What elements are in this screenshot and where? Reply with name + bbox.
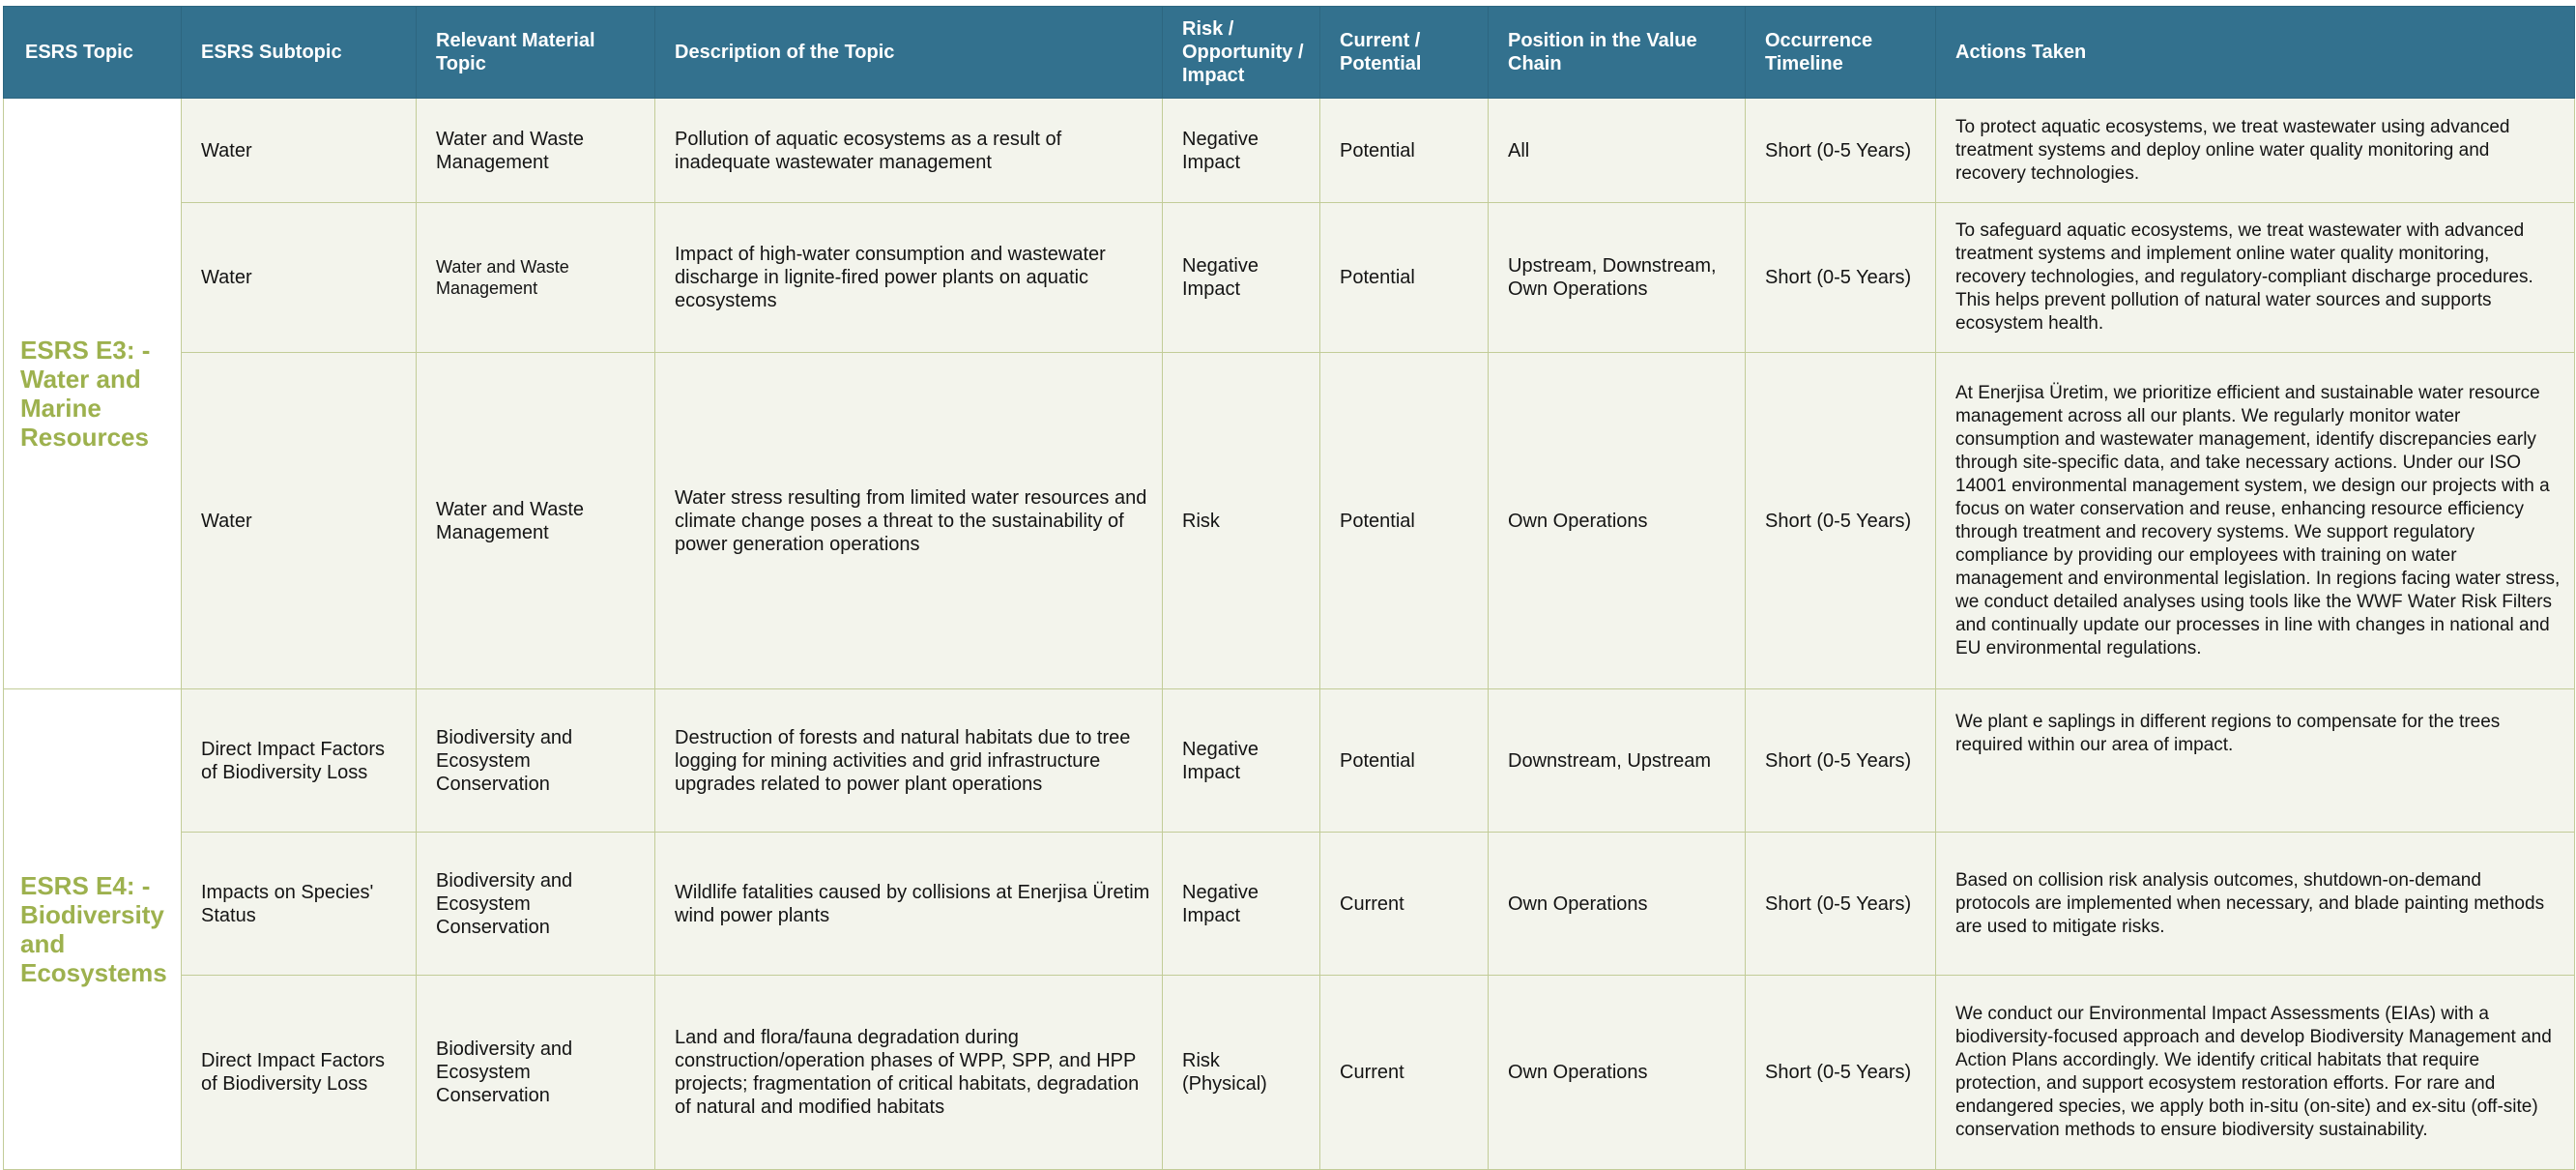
header-material-topic: Relevant Material Topic bbox=[417, 7, 655, 99]
current-potential-cell: Potential bbox=[1320, 203, 1489, 353]
header-value-chain: Position in the Value Chain bbox=[1489, 7, 1746, 99]
header-description: Description of the Topic bbox=[655, 7, 1163, 99]
description-cell: Destruction of forests and natural habitats due to tree logging for mining activities and grid infrastructure upgrades related to power plant operations bbox=[655, 689, 1163, 833]
actions-cell: We plant e saplings in different regions to compensate for the trees required within our area of impact. bbox=[1936, 689, 2575, 833]
rio-cell: Negative Impact bbox=[1163, 203, 1320, 353]
material-topic-cell: Biodiversity and Ecosystem Conservation bbox=[417, 833, 655, 976]
description-cell: Impact of high-water consumption and wastewater discharge in lignite-fired power plants on aquatic ecosystems bbox=[655, 203, 1163, 353]
subtopic-cell: Direct Impact Factors of Biodiversity Loss bbox=[182, 689, 417, 833]
description-cell: Land and flora/fauna degradation during construction/operation phases of WPP, SPP, and HPP projects; fragmentation of critical habitats, degradation of natural and modified habitats bbox=[655, 976, 1163, 1170]
current-potential-cell: Current bbox=[1320, 833, 1489, 976]
current-potential-cell: Potential bbox=[1320, 99, 1489, 203]
actions-cell: To protect aquatic ecosystems, we treat wastewater using advanced treatment systems and deploy online water quality monitoring and recovery technologies. bbox=[1936, 99, 2575, 203]
material-topic-cell: Water and Waste Management bbox=[417, 99, 655, 203]
header-esrs-subtopic: ESRS Subtopic bbox=[182, 7, 417, 99]
table-row bbox=[4, 689, 2575, 833]
esrs-topic-cell: ESRS E4: - Biodiversity and Ecosystems bbox=[4, 689, 182, 1170]
header-row bbox=[4, 7, 2575, 99]
actions-cell: To safeguard aquatic ecosystems, we treat wastewater with advanced treatment systems and implement online water quality monitoring, recovery technologies, and regulatory-compliant discharge procedures. This helps prevent pollution of natural water sources and supports ecosystem health. bbox=[1936, 203, 2575, 353]
value-chain-cell: Downstream, Upstream bbox=[1489, 689, 1746, 833]
rio-cell: Negative Impact bbox=[1163, 833, 1320, 976]
header-esrs-topic: ESRS Topic bbox=[4, 7, 182, 99]
rio-cell: Risk (Physical) bbox=[1163, 976, 1320, 1170]
value-chain-cell: Own Operations bbox=[1489, 833, 1746, 976]
current-potential-cell: Potential bbox=[1320, 689, 1489, 833]
header-current-potential: Current / Potential bbox=[1320, 7, 1489, 99]
actions-cell: Based on collision risk analysis outcomes, shutdown-on-demand protocols are implemented when necessary, and blade painting methods are used to mitigate risks. bbox=[1936, 833, 2575, 976]
timeline-cell: Short (0-5 Years) bbox=[1746, 833, 1936, 976]
current-potential-cell: Current bbox=[1320, 976, 1489, 1170]
table-row bbox=[4, 203, 2575, 353]
value-chain-cell: Own Operations bbox=[1489, 976, 1746, 1170]
subtopic-cell: Impacts on Species' Status bbox=[182, 833, 417, 976]
timeline-cell: Short (0-5 Years) bbox=[1746, 203, 1936, 353]
subtopic-cell: Water bbox=[182, 353, 417, 689]
rio-cell: Risk bbox=[1163, 353, 1320, 689]
header-risk-opportunity-impact: Risk / Opportunity / Impact bbox=[1163, 7, 1320, 99]
description-cell: Pollution of aquatic ecosystems as a result of inadequate wastewater management bbox=[655, 99, 1163, 203]
table-row bbox=[4, 976, 2575, 1170]
header-actions: Actions Taken bbox=[1936, 7, 2575, 99]
material-topic-cell: Water and Waste Management bbox=[417, 353, 655, 689]
subtopic-cell: Water bbox=[182, 203, 417, 353]
table-row bbox=[4, 833, 2575, 976]
timeline-cell: Short (0-5 Years) bbox=[1746, 99, 1936, 203]
timeline-cell: Short (0-5 Years) bbox=[1746, 976, 1936, 1170]
actions-cell: At Enerjisa Üretim, we prioritize efficient and sustainable water resource management across all our plants. We regularly monitor water consumption and wastewater management, identify discrepancies early through site-specific data, and take necessary actions. Under our ISO 14001 environmental management system, we design our projects with a focus on water conservation and reuse, enhancing resource efficiency through treatment and recovery systems. We support regulatory compliance by providing our employees with training on water management and environmental legislation. In regions facing water stress, we conduct detailed analyses using tools like the WWF Water Risk Filters and continually update our processes in line with changes in national and EU environmental regulations. bbox=[1936, 353, 2575, 689]
subtopic-cell: Water bbox=[182, 99, 417, 203]
value-chain-cell: All bbox=[1489, 99, 1746, 203]
timeline-cell: Short (0-5 Years) bbox=[1746, 689, 1936, 833]
material-topics-table bbox=[3, 6, 2575, 1170]
subtopic-cell: Direct Impact Factors of Biodiversity Loss bbox=[182, 976, 417, 1170]
rio-cell: Negative Impact bbox=[1163, 689, 1320, 833]
material-topic-cell: Biodiversity and Ecosystem Conservation bbox=[417, 976, 655, 1170]
material-topic-cell: Biodiversity and Ecosystem Conservation bbox=[417, 689, 655, 833]
table-row bbox=[4, 353, 2575, 689]
current-potential-cell: Potential bbox=[1320, 353, 1489, 689]
value-chain-cell: Upstream, Downstream, Own Operations bbox=[1489, 203, 1746, 353]
table-row bbox=[4, 99, 2575, 203]
header-timeline: Occurrence Timeline bbox=[1746, 7, 1936, 99]
value-chain-cell: Own Operations bbox=[1489, 353, 1746, 689]
description-cell: Wildlife fatalities caused by collisions at Enerjisa Üretim wind power plants bbox=[655, 833, 1163, 976]
timeline-cell: Short (0-5 Years) bbox=[1746, 353, 1936, 689]
esrs-topic-cell: ESRS E3: - Water and Marine Resources bbox=[4, 99, 182, 689]
actions-cell: We conduct our Environmental Impact Assessments (EIAs) with a biodiversity-focused approach and develop Biodiversity Management and Action Plans accordingly. We identify critical habitats that require protection, and support ecosystem restoration efforts. For rare and endangered species, we apply both in-situ (on-site) and ex-situ (off-site) conservation methods to ensure biodiversity sustainability. bbox=[1936, 976, 2575, 1170]
rio-cell: Negative Impact bbox=[1163, 99, 1320, 203]
description-cell: Water stress resulting from limited water resources and climate change poses a threat to the sustainability of power generation operations bbox=[655, 353, 1163, 689]
material-topic-cell: Water and Waste Management bbox=[417, 203, 655, 353]
